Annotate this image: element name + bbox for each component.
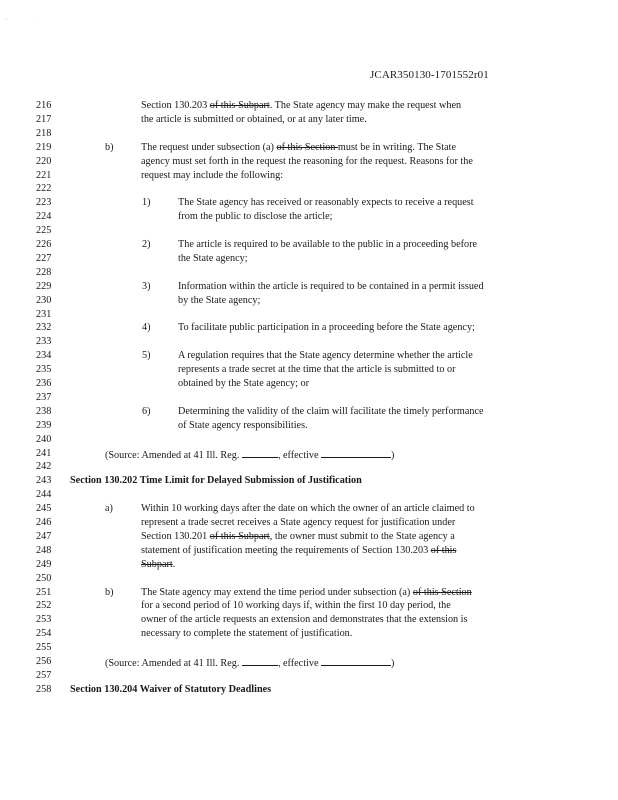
line-text xyxy=(141,614,467,625)
corner-mark: · xyxy=(38,16,40,21)
line-text xyxy=(141,587,472,598)
fill-in-blank xyxy=(321,448,391,458)
text-segment: ) xyxy=(391,449,395,461)
line-number: 239 xyxy=(36,419,52,431)
line-number: 253 xyxy=(36,614,52,626)
line-number: 237 xyxy=(36,391,52,403)
line-number: 244 xyxy=(36,489,52,501)
text-segment: The State agency has received or reasonably expects to receive a request xyxy=(178,197,474,209)
line-number: 245 xyxy=(36,503,52,515)
line-text xyxy=(70,684,271,695)
line-text xyxy=(178,350,473,361)
line-number: 217 xyxy=(36,113,52,125)
line-text xyxy=(141,142,456,153)
fill-in-blank xyxy=(242,448,278,458)
text-segment: must be in writing. The State xyxy=(337,141,457,153)
line-text xyxy=(178,239,477,250)
line-text xyxy=(178,420,308,431)
line-text xyxy=(178,322,475,333)
subsection-label: a) xyxy=(105,503,113,515)
line-number: 234 xyxy=(36,350,52,362)
fill-in-blank xyxy=(242,656,278,666)
text-segment: (Source: Amended at 41 Ill. Reg. xyxy=(105,658,242,669)
text-segment: the State agency; xyxy=(178,252,248,264)
line-number: 255 xyxy=(36,642,52,654)
line-number: 233 xyxy=(36,336,52,348)
line-text xyxy=(178,281,484,292)
line-text xyxy=(141,531,455,542)
struck-text: of this Section xyxy=(276,141,338,153)
struck-text: of this Section xyxy=(412,586,472,598)
line-number: 251 xyxy=(36,586,52,598)
line-text xyxy=(178,253,248,264)
line-text xyxy=(141,559,175,570)
line-text xyxy=(141,100,461,111)
line-number: 216 xyxy=(36,100,52,111)
text-segment: To facilitate public participation in a proceeding before the State agency; xyxy=(178,322,475,334)
line-text xyxy=(141,628,352,639)
line-text xyxy=(105,448,394,461)
line-number: 240 xyxy=(36,433,52,445)
fill-in-blank xyxy=(321,656,391,666)
text-segment: represent a trade secret receives a State agency request for justification under xyxy=(141,517,456,528)
line-text xyxy=(178,406,484,417)
section-heading: Section 130.204 Waiver of Statutory Deadlines xyxy=(70,683,272,695)
line-text xyxy=(178,211,332,222)
line-number: 250 xyxy=(36,572,52,584)
line-text xyxy=(141,170,283,181)
line-text xyxy=(178,364,456,375)
line-number: 257 xyxy=(36,669,52,681)
line-number: 228 xyxy=(36,266,52,278)
struck-text: of this Subpart xyxy=(209,530,270,542)
line-number: 230 xyxy=(36,294,52,306)
text-segment: . The State agency may make the request when xyxy=(269,100,462,111)
line-number: 236 xyxy=(36,378,52,389)
text-segment: (Source: Amended at 41 Ill. Reg. xyxy=(105,449,242,461)
line-number: 232 xyxy=(36,322,52,334)
text-segment: for a second period of 10 working days if, within the first 10 day period, the xyxy=(141,600,451,612)
text-segment: Section 130.201 xyxy=(141,530,210,542)
line-text xyxy=(141,114,367,125)
line-number: 256 xyxy=(36,656,52,667)
subsection-label: 6) xyxy=(142,405,151,417)
subsection-label: 3) xyxy=(142,280,151,292)
text-segment: , effective xyxy=(277,658,322,669)
line-number: 223 xyxy=(36,197,52,209)
document-id-header: JCAR350130-1701552r01 xyxy=(370,69,489,81)
line-number: 224 xyxy=(36,211,52,223)
text-segment: The State agency may extend the time period under subsection (a) xyxy=(141,586,413,598)
line-number: 226 xyxy=(36,239,52,250)
text-segment: Information within the article is required to be contained in a permit issued xyxy=(178,280,484,292)
line-number: 231 xyxy=(36,308,52,320)
text-segment: by the State agency; xyxy=(178,294,261,306)
text-segment: statement of justification meeting the requirements of Section 130.203 xyxy=(141,544,431,556)
line-number: 241 xyxy=(36,447,52,459)
line-number: 220 xyxy=(36,155,52,167)
line-number: 229 xyxy=(36,280,52,292)
line-number: 219 xyxy=(36,141,52,153)
line-number: 221 xyxy=(36,169,52,181)
line-number: 252 xyxy=(36,600,52,612)
text-segment: Within 10 working days after the date on which the owner of an article claimed to xyxy=(141,503,475,515)
line-text xyxy=(178,378,309,389)
struck-text: of this Subpart xyxy=(209,100,270,111)
subsection-label: 4) xyxy=(142,322,151,334)
corner-mark: , xyxy=(6,16,8,21)
subsection-label: 1) xyxy=(142,197,151,209)
struck-text: Subpart xyxy=(141,558,173,570)
line-number: 222 xyxy=(36,183,52,195)
text-segment: from the public to disclose the article; xyxy=(178,211,333,223)
section-heading: Section 130.202 Time Limit for Delayed Submission of Justification xyxy=(70,475,362,487)
line-number: 247 xyxy=(36,530,52,542)
line-text xyxy=(178,295,260,306)
text-segment: of State agency responsibilities. xyxy=(178,419,308,431)
text-segment: , the owner must submit to the State agency a xyxy=(269,530,455,542)
text-segment: the article is submitted or obtained, or at any later time. xyxy=(141,113,367,125)
line-number: 246 xyxy=(36,517,52,528)
text-segment: request may include the following: xyxy=(141,169,284,181)
line-text xyxy=(141,517,455,528)
line-number: 227 xyxy=(36,252,52,264)
line-text xyxy=(141,545,456,556)
text-segment: Section 130.203 xyxy=(141,100,210,111)
line-number: 242 xyxy=(36,461,52,473)
subsection-label: b) xyxy=(105,141,114,153)
text-segment: ) xyxy=(391,658,395,669)
line-number: 258 xyxy=(36,683,52,695)
text-segment: obtained by the State agency; or xyxy=(178,378,309,389)
text-segment: The request under subsection (a) xyxy=(141,141,277,153)
line-text xyxy=(70,475,362,486)
text-segment: necessary to complete the statement of justification. xyxy=(141,628,353,640)
struck-text: of this xyxy=(430,544,457,556)
subsection-label: b) xyxy=(105,586,114,598)
line-text xyxy=(141,156,473,167)
line-number: 225 xyxy=(36,225,52,237)
text-segment: . xyxy=(172,558,176,570)
subsection-label: 5) xyxy=(142,350,151,362)
text-segment: , effective xyxy=(277,449,322,461)
line-number: 235 xyxy=(36,364,52,376)
text-segment: agency must set forth in the request the reasoning for the request. Reasons for the xyxy=(141,155,473,167)
line-text xyxy=(141,600,451,611)
line-number: 238 xyxy=(36,405,52,417)
text-segment: owner of the article requests an extension and demonstrates that the extension is xyxy=(141,614,468,626)
line-number: 243 xyxy=(36,475,52,487)
line-number: 254 xyxy=(36,628,52,640)
text-segment: Determining the validity of the claim will facilitate the timely performance xyxy=(178,405,484,417)
line-text xyxy=(105,656,394,669)
text-segment: The article is required to be available to the public in a proceeding before xyxy=(178,239,477,250)
line-text xyxy=(178,197,474,208)
line-number: 248 xyxy=(36,544,52,556)
line-text xyxy=(141,503,475,514)
line-number: 218 xyxy=(36,127,52,139)
subsection-label: 2) xyxy=(142,239,151,250)
text-segment: represents a trade secret at the time that the article is submitted to or xyxy=(178,364,456,376)
text-segment: A regulation requires that the State agency determine whether the article xyxy=(178,350,473,362)
line-number: 249 xyxy=(36,558,52,570)
